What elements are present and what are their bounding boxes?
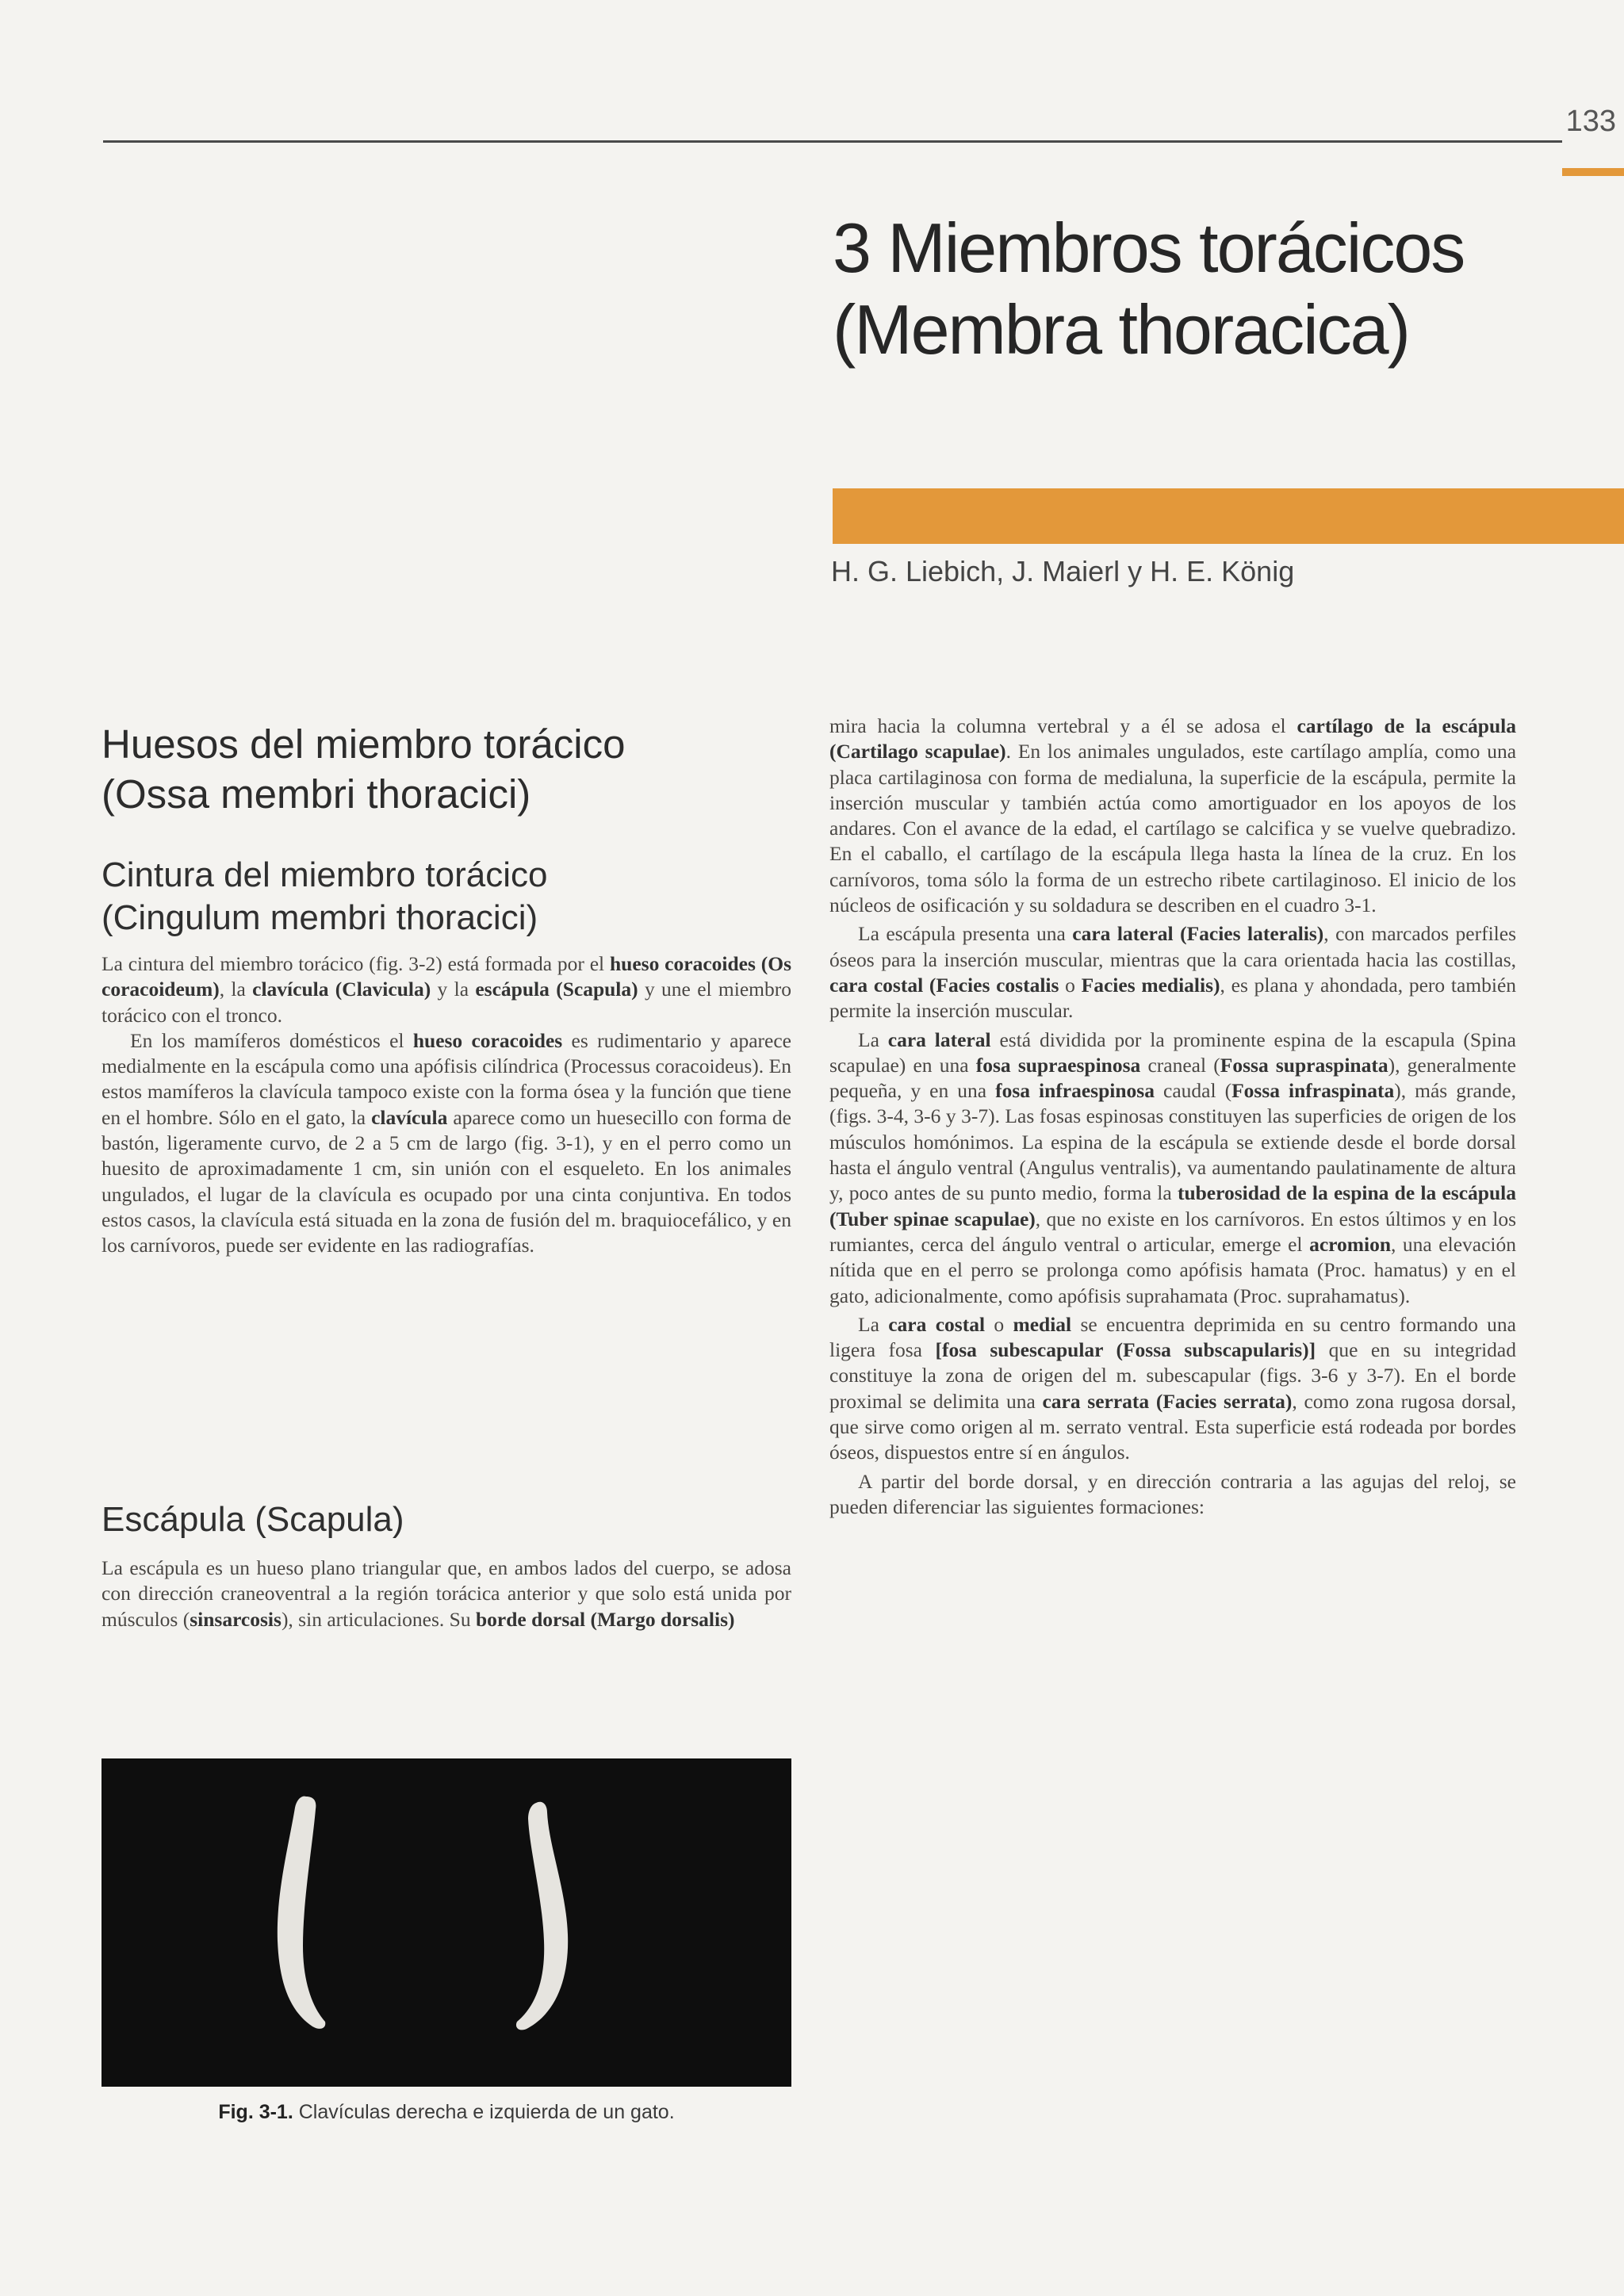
section-title (102, 720, 815, 819)
text-run: que en su integridad constituye la zona de origen del m. subescapular (figs. 3-6 y 3-7). En el borde proximal se delimita una (829, 1338, 1517, 1413)
bold-term: Fossa supraspinata (1220, 1053, 1388, 1077)
paragraph (829, 1027, 1516, 1309)
paragraph (102, 1028, 791, 1259)
text-run: craneal ( (1140, 1053, 1220, 1077)
chapter-authors: H. G. Liebich, J. Maierl y H. E. König (831, 555, 1295, 587)
chapter-title-line: (Membra thoracica) (833, 289, 1409, 369)
paragraph (102, 1556, 791, 1632)
text-run: o (1059, 973, 1082, 997)
right-clavicle-shape (516, 1802, 568, 2030)
figure-caption (102, 2101, 791, 2124)
text-block-cingulum (102, 951, 791, 1259)
text-run: En los mamíferos domésticos el (130, 1028, 413, 1052)
text-run: La cintura del miembro torácico (fig. 3-2) está formada por el (102, 952, 610, 975)
text-run: La escápula es un hueso plano triangular que, en ambos lados del cuerpo, se adosa con dirección craneoventral a la región torácica anterior y que solo está unida por músculos ( (102, 1556, 791, 1631)
text-run: La (858, 1027, 888, 1051)
figure-caption-text: Clavículas derecha e izquierda de un gato. (293, 2101, 675, 2123)
chapter-title-line: 3 Miembros torácicos (833, 209, 1465, 287)
text-run: A partir del borde dorsal, y en dirección contraria a las agujas del reloj, se pueden diferenciar las siguientes formaciones: (829, 1469, 1516, 1518)
text-block-scapula-continued (829, 714, 1516, 1520)
bold-term: Fossa infraspinata (1231, 1079, 1395, 1103)
text-run: aparece como un huesecillo con forma de bastón, ligeramente curvo, de 2 a 5 cm de largo (fig. 3-1), y en el perro como un huesito de aproximadamente 1 cm, sin unión con el esqueleto. En los animales ungulados, el lugar de la clavícula es ocupado por una cinta conjuntiva. En todos estos casos, la clavícula está situada en la zona de fusión del m. braquiocefálico, y en los carnívoros, puede ser evidente en las radiografías. (102, 1105, 791, 1257)
subsection-title-line: (Cingulum membri thoracici) (102, 897, 538, 937)
text-block-scapula (102, 1556, 791, 1632)
text-run: y la (431, 978, 476, 1001)
text-run: ), sin articulaciones. Su (281, 1607, 476, 1631)
bold-term: clavícula (Clavicula) (252, 978, 431, 1001)
text-run: . En los animales ungulados, este cartílago amplía, como una placa cartilaginosa con forma de medialuna, la superficie de la escápula, permite la inserción muscular y también actúa como amortiguador en los apoyos de los andares. Con el avance de la edad, el cartílago se calcifica y se vuelve quebradizo. En el caballo, el cartílago de la escápula llega hasta la línea de la cruz. En los carnívoros, toma sólo la forma de un estrecho ribete cartilaginoso. El inicio de los núcleos de osificación y su soldadura se describen en el cuadro 3-1. (829, 740, 1517, 917)
bold-term: hueso coracoides (Os coracoideum) (102, 952, 791, 1001)
text-run: , la (219, 978, 253, 1001)
chapter-title (833, 208, 1594, 371)
text-run: caudal ( (1154, 1079, 1232, 1103)
section-title-line: (Ossa membri thoracici) (102, 771, 531, 817)
paragraph (829, 921, 1516, 1024)
bold-term: medial (1013, 1312, 1072, 1336)
subsection-title-scapula: Escápula (Scapula) (102, 1500, 404, 1539)
text-run: mira hacia la columna vertebral y a él se adosa el (829, 714, 1297, 737)
bold-term: escápula (Scapula) (475, 978, 638, 1001)
bold-term: cara serrata (Facies serrata) (1042, 1389, 1293, 1413)
text-run: está dividida por la prominente espina de la escapula (Spina scapulae) en una (829, 1027, 1516, 1077)
text-run: y une el miembro torácico con el tronco. (102, 978, 791, 1027)
bold-term: cara costal (888, 1312, 986, 1336)
paragraph (829, 1312, 1516, 1466)
subsection-title-cingulum (102, 854, 799, 939)
paragraph (829, 714, 1516, 918)
paragraph (102, 951, 791, 1028)
paragraph (829, 1469, 1516, 1521)
bold-term: cara costal (Facies costalis (829, 973, 1059, 997)
bold-term: clavícula (371, 1105, 448, 1129)
bold-term: Facies medialis) (1081, 973, 1220, 997)
bold-term: cartílago de la escápula (Cartilago scapulae) (829, 714, 1517, 763)
bold-term: [fosa subescapular (Fossa subscapularis)] (935, 1338, 1316, 1362)
bold-term: fosa supraespinosa (975, 1053, 1141, 1077)
text-run: se encuentra deprimida en su centro formando una ligera fosa (829, 1312, 1516, 1362)
bold-term: tuberosidad de la espina de la escápula (Tuber spinae scapulae) (829, 1181, 1516, 1230)
text-run: es rudimentario y aparece medialmente en la escápula como una apófisis cilíndrica (Processus coracoideus). En estos mamíferos la clavícula tampoco existe con la forma ósea y la función que tiene en el hombre. Sólo en el gato, la (102, 1028, 791, 1129)
subsection-title-line: Cintura del miembro torácico (102, 855, 548, 894)
header-rule (103, 140, 1562, 143)
bold-term: hueso coracoides (412, 1028, 563, 1052)
text-run: o (985, 1312, 1013, 1336)
text-run: , que no existe en los carnívoros. En estos últimos y en los rumiantes, cerca del ángulo ventral o articular, emerge el (829, 1207, 1517, 1256)
left-clavicle-shape (278, 1797, 325, 2029)
text-run: , una elevación nítida que en el perro se prolonga como apófisis hamata (Proc. hamatus) y en el gato, adicionalmente, como apófisis suprahamata (Proc. suprahamatus). (829, 1232, 1516, 1307)
bold-term: acromion (1309, 1232, 1391, 1256)
chapter-color-tab (1562, 168, 1624, 176)
bold-term: fosa infraespinosa (995, 1079, 1155, 1103)
text-run: , es plana y ahondada, pero también permite la inserción muscular. (829, 973, 1517, 1023)
text-run: ), generalmente pequeña, y en una (829, 1053, 1516, 1103)
figure-caption-label: Fig. 3-1. (218, 2101, 293, 2123)
bold-term: cara lateral (Facies lateralis) (1072, 922, 1324, 946)
text-run: ), más grande, (figs. 3-4, 3-6 y 3-7). Las fosas espinosas constituyen las superficies de origen de los músculos homónimos. La espina de la escápula se extiende desde el borde dorsal hasta el ángulo ventral (Angulus ventralis), va aumentando paulatinamente de altura y, poco antes de su punto medio, forma la (829, 1079, 1516, 1205)
bold-term: cara lateral (887, 1027, 991, 1051)
bold-term: borde dorsal (Margo dorsalis) (475, 1607, 735, 1631)
text-run: La escápula presenta una (858, 922, 1073, 946)
text-run: , con marcados perfiles óseos para la inserción muscular, mientras que la cara orientada hacia las costillas, (829, 922, 1516, 971)
text-run: La (858, 1312, 889, 1336)
figure-clavicles-photo (102, 1758, 791, 2087)
clavicles-image (102, 1758, 791, 2087)
bold-term: sinsarcosis (190, 1607, 282, 1631)
text-run: , como zona rugosa dorsal, que sirve como origen al m. serrato ventral. Esta superficie está rodeada por bordes óseos, dispuestos entre sí en ángulos. (829, 1389, 1517, 1464)
chapter-accent-bar (833, 488, 1624, 544)
page-number: 133 (1565, 105, 1616, 138)
section-title-line: Huesos del miembro torácico (102, 721, 626, 767)
